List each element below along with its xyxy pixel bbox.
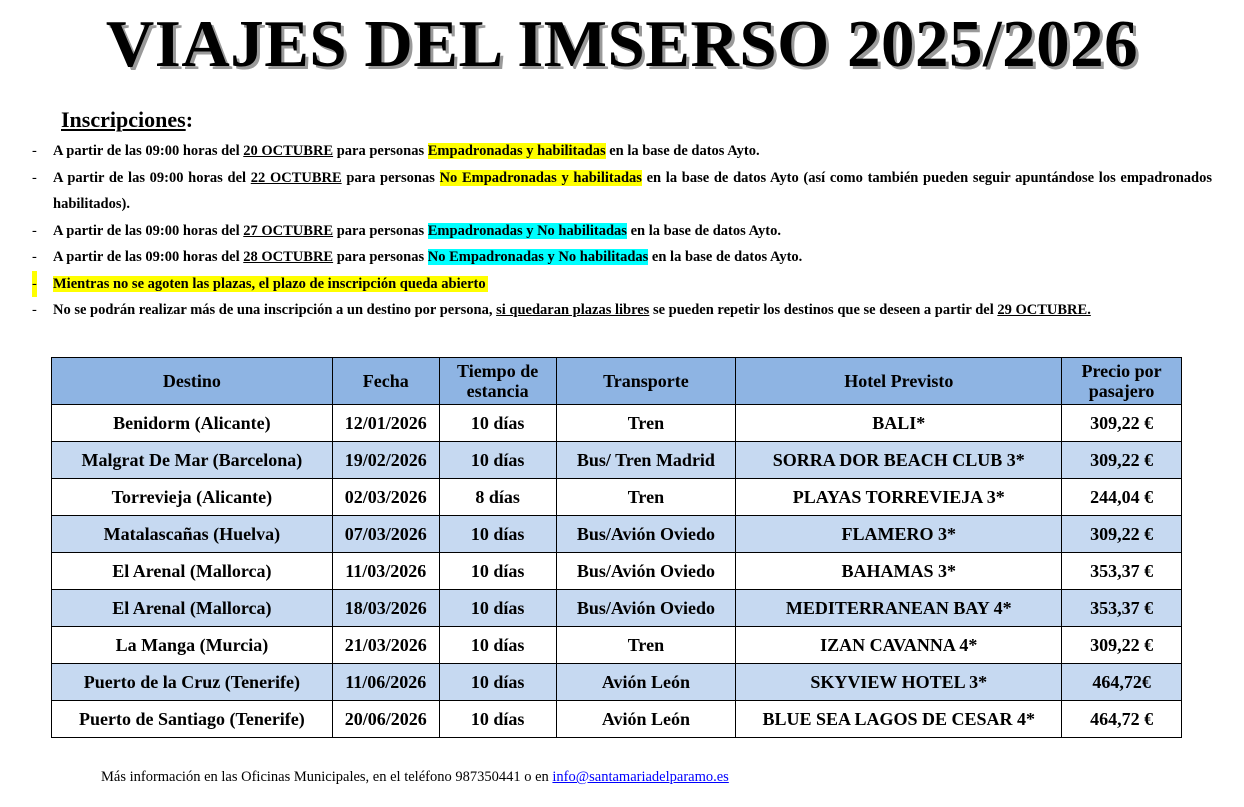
date-text: 29 OCTUBRE. (997, 302, 1091, 318)
column-header-fecha: Fecha (332, 358, 439, 405)
cell-precio: 309,22 € (1062, 442, 1182, 479)
cell-precio: 244,04 € (1062, 479, 1182, 516)
cell-tiempo: 10 días (439, 627, 556, 664)
cell-hotel: SKYVIEW HOTEL 3* (736, 664, 1062, 701)
cell-transporte: Avión León (556, 664, 736, 701)
cell-destino: La Manga (Murcia) (52, 627, 333, 664)
cell-hotel: MEDITERRANEAN BAY 4* (736, 590, 1062, 627)
cell-precio: 464,72€ (1062, 664, 1182, 701)
list-item: - No se podrán realizar más de una inscripción a un destino por persona, si quedaran plazas libres se pueden repetir los destinos que se deseen a partir del 29 OCTUBRE. (32, 302, 1091, 318)
cell-precio: 353,37 € (1062, 553, 1182, 590)
page-title: VIAJES DEL IMSERSO 2025/2026 (105, 7, 1139, 81)
cell-fecha: 12/01/2026 (332, 405, 439, 442)
list-item: - Mientras no se agoten las plazas, el plazo de inscripción queda abierto (32, 271, 1212, 298)
cell-fecha: 11/03/2026 (332, 553, 439, 590)
table-row (52, 516, 1182, 553)
list-item: - A partir de las 09:00 horas del 27 OCTUBRE para personas Empadronadas y No habilitadas en la base de datos Ayto. (32, 222, 781, 239)
column-header-precio: Precio por pasajero (1062, 358, 1182, 405)
table-row (52, 701, 1182, 738)
list-item: - A partir de las 09:00 horas del 20 OCTUBRE para personas Empadronadas y habilitadas en la base de datos Ayto. (32, 143, 760, 159)
cell-destino: Malgrat De Mar (Barcelona) (52, 442, 333, 479)
cell-precio: 309,22 € (1062, 405, 1182, 442)
inscripciones-heading-text: Inscripciones (61, 107, 186, 132)
cell-destino: El Arenal (Mallorca) (52, 590, 333, 627)
cell-fecha: 19/02/2026 (332, 442, 439, 479)
highlight-text: Empadronadas y No habilitadas (427, 222, 627, 239)
cell-destino: El Arenal (Mallorca) (52, 553, 333, 590)
column-header-tiempo: Tiempo de estancia (439, 358, 556, 405)
cell-destino: Puerto de la Cruz (Tenerife) (52, 664, 333, 701)
inscripciones-heading: Inscripciones: (61, 107, 194, 132)
column-header-destino: Destino (52, 358, 333, 405)
cell-hotel: FLAMERO 3* (736, 516, 1062, 553)
cell-transporte: Avión León (556, 701, 736, 738)
underlined-text: si quedaran plazas libres (496, 302, 650, 318)
table-header-row (52, 358, 1182, 405)
list-item: - A partir de las 09:00 horas del 22 OCTUBRE para personas No Empadronadas y habilitadas en la base de datos Ayto (así como también pueden seguir apuntándose los empadronados habilitados). (32, 169, 1213, 212)
cell-tiempo: 10 días (439, 442, 556, 479)
cell-precio: 309,22 € (1062, 516, 1182, 553)
table-row (52, 590, 1182, 627)
cell-transporte: Bus/Avión Oviedo (556, 516, 736, 553)
highlight-text: Mientras no se agoten las plazas, el plazo de inscripción queda abierto (53, 275, 486, 292)
cell-precio: 309,22 € (1062, 627, 1182, 664)
cell-transporte: Tren (556, 405, 736, 442)
cell-hotel: SORRA DOR BEACH CLUB 3* (736, 442, 1062, 479)
table-row (52, 627, 1182, 664)
cell-tiempo: 10 días (439, 701, 556, 738)
highlight-text: No Empadronadas y No habilitadas (427, 249, 649, 265)
table-row (52, 479, 1182, 516)
trips-table (51, 357, 1182, 738)
cell-destino: Matalascañas (Huelva) (52, 516, 333, 553)
column-header-transporte: Transporte (556, 358, 736, 405)
cell-precio: 464,72 € (1062, 701, 1182, 738)
cell-transporte: Bus/ Tren Madrid (556, 442, 736, 479)
cell-destino: Puerto de Santiago (Tenerife) (52, 701, 333, 738)
date-text: 27 OCTUBRE (243, 222, 334, 239)
cell-destino: Benidorm (Alicante) (52, 405, 333, 442)
cell-destino: Torrevieja (Alicante) (52, 479, 333, 516)
table-row (52, 664, 1182, 701)
cell-tiempo: 8 días (439, 479, 556, 516)
cell-hotel: PLAYAS TORREVIEJA 3* (736, 479, 1062, 516)
date-text: 20 OCTUBRE (243, 143, 334, 159)
cell-hotel: BAHAMAS 3* (736, 553, 1062, 590)
cell-fecha: 02/03/2026 (332, 479, 439, 516)
cell-tiempo: 10 días (439, 553, 556, 590)
cell-tiempo: 10 días (439, 405, 556, 442)
inscripciones-list (32, 138, 1212, 324)
cell-transporte: Tren (556, 627, 736, 664)
list-item: - A partir de las 09:00 horas del 28 OCTUBRE para personas No Empadronadas y No habilitadas en la base de datos Ayto. (32, 249, 803, 265)
cell-hotel: IZAN CAVANNA 4* (736, 627, 1062, 664)
cell-fecha: 07/03/2026 (332, 516, 439, 553)
cell-tiempo: 10 días (439, 590, 556, 627)
email-link[interactable]: info@santamariadelparamo.es (552, 769, 729, 785)
highlight-text: No Empadronadas y habilitadas (439, 169, 642, 186)
table-row (52, 442, 1182, 479)
date-text: 22 OCTUBRE (250, 169, 342, 186)
highlight-text: Empadronadas y habilitadas (427, 143, 606, 159)
cell-precio: 353,37 € (1062, 590, 1182, 627)
table-row (52, 553, 1182, 590)
cell-fecha: 11/06/2026 (332, 664, 439, 701)
cell-fecha: 20/06/2026 (332, 701, 439, 738)
cell-transporte: Tren (556, 479, 736, 516)
cell-hotel: BLUE SEA LAGOS DE CESAR 4* (736, 701, 1062, 738)
cell-transporte: Bus/Avión Oviedo (556, 553, 736, 590)
column-header-hotel: Hotel Previsto (736, 358, 1062, 405)
table-row (52, 405, 1182, 442)
date-text: 28 OCTUBRE (243, 249, 334, 265)
cell-transporte: Bus/Avión Oviedo (556, 590, 736, 627)
cell-fecha: 21/03/2026 (332, 627, 439, 664)
cell-hotel: BALI* (736, 405, 1062, 442)
footer-info: Más información en las Oficinas Municipales, en el teléfono 987350441 o en info@santamariadelparamo.es (101, 769, 729, 785)
cell-fecha: 18/03/2026 (332, 590, 439, 627)
cell-tiempo: 10 días (439, 664, 556, 701)
cell-tiempo: 10 días (439, 516, 556, 553)
